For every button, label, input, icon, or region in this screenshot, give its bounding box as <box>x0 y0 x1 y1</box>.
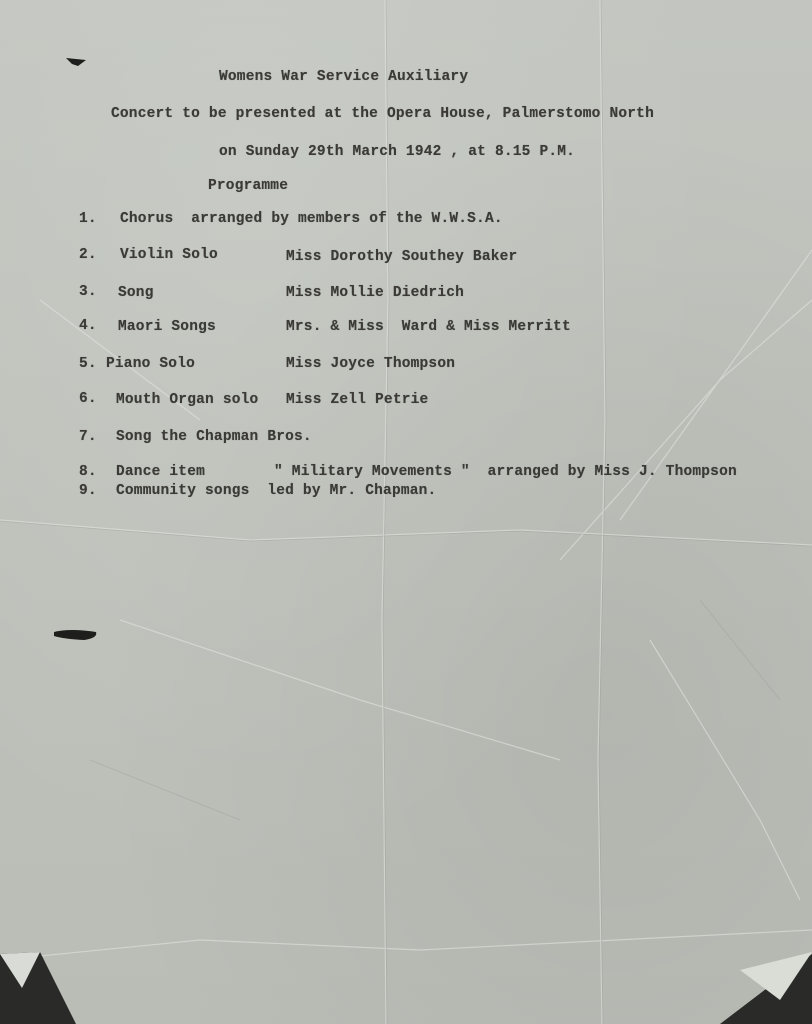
programme-heading: Programme <box>208 178 289 194</box>
item-title: Community songs led by Mr. Chapman. <box>116 483 437 499</box>
header-venue-line: Concert to be presented at the Opera House, Palmerstomo North <box>111 106 654 122</box>
item-performer: Mrs. & Miss Ward & Miss Merritt <box>286 319 571 335</box>
item-title: Mouth Organ solo <box>116 392 259 408</box>
item-title: Piano Solo <box>106 356 196 372</box>
item-title: Song the Chapman Bros. <box>116 429 312 445</box>
item-number: 7. <box>79 429 97 445</box>
item-title: Chorus arranged by members of the W.W.S.A. <box>120 211 503 227</box>
item-number: 5. <box>79 356 97 372</box>
item-performer: Miss Mollie Diedrich <box>286 285 465 301</box>
item-number: 8. <box>79 464 97 480</box>
item-number: 9. <box>79 483 97 499</box>
item-number: 2. <box>79 247 97 263</box>
item-number: 1. <box>79 211 97 227</box>
item-title: Violin Solo <box>120 247 218 263</box>
item-performer: Miss Joyce Thompson <box>286 356 456 372</box>
ink-blot <box>66 58 86 66</box>
header-title: Womens War Service Auxiliary <box>219 69 469 85</box>
item-number: 6. <box>79 391 97 407</box>
item-performer: " Military Movements " arranged by Miss J. Thompson <box>274 464 737 480</box>
ink-blot <box>54 630 96 640</box>
folded-corner-bottom-right <box>660 940 812 1024</box>
item-number: 4. <box>79 318 97 334</box>
item-performer: Miss Zell Petrie <box>286 392 429 408</box>
item-title: Dance item <box>116 464 206 480</box>
item-performer: Miss Dorothy Southey Baker <box>286 249 518 265</box>
folded-corner-bottom-left <box>0 940 90 1024</box>
item-title: Maori Songs <box>118 319 216 335</box>
header-date-line: on Sunday 29th March 1942 , at 8.15 P.M. <box>219 144 576 160</box>
item-number: 3. <box>79 284 97 300</box>
item-title: Song <box>118 285 154 301</box>
